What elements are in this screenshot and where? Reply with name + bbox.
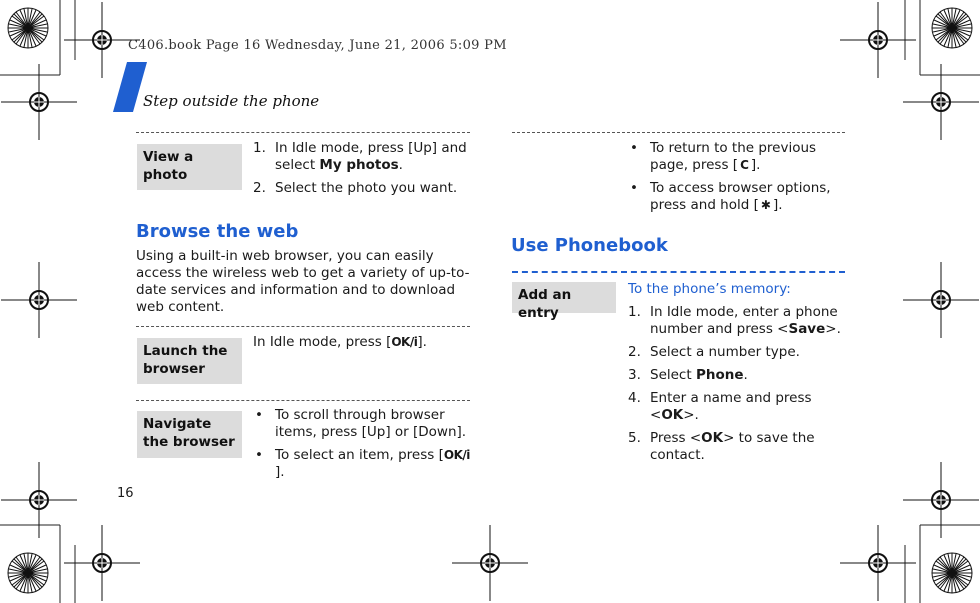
divider bbox=[136, 326, 470, 327]
divider-accent bbox=[512, 271, 845, 273]
view-photo-label: View a photo bbox=[137, 144, 242, 190]
browse-intro: Using a built-in web browser, you can easily access the wireless web to get a variety of up-to-date services and information and to download web content. bbox=[136, 248, 470, 315]
phonebook-heading: Use Phonebook bbox=[511, 235, 668, 256]
ok-key-icon: OK/i bbox=[391, 335, 418, 349]
add-entry-label: Add an entry bbox=[512, 282, 616, 313]
browse-heading: Browse the web bbox=[136, 221, 299, 242]
memory-note: To the phone’s memory: bbox=[628, 281, 791, 297]
list-item: 3. Select Phone. bbox=[628, 367, 748, 383]
add-entry-steps bbox=[628, 281, 843, 470]
list-item: • To select an item, press [OK/i]. bbox=[255, 447, 470, 480]
print-header: C406.book Page 16 Wednesday, June 21, 2006 5:09 PM bbox=[128, 38, 507, 53]
divider bbox=[512, 132, 845, 133]
browser-bullets bbox=[628, 140, 843, 220]
list-item: 1. In Idle mode, press [Up] and select My photos. bbox=[253, 140, 467, 173]
list-item: 2. Select the photo you want. bbox=[253, 180, 458, 196]
section-accent-bar bbox=[113, 62, 147, 112]
list-item: 1. In Idle mode, enter a phone number and press <Save>. bbox=[628, 304, 841, 337]
launch-text: In Idle mode, press [OK/i]. bbox=[253, 334, 427, 350]
view-photo-steps bbox=[253, 140, 473, 203]
divider bbox=[136, 132, 470, 133]
launch-label: Launch the browser bbox=[137, 338, 242, 384]
page-number: 16 bbox=[117, 486, 134, 501]
list-item: 4. Enter a name and press <OK>. bbox=[628, 390, 812, 423]
list-item: • To return to the previous page, press [ C ]. bbox=[630, 140, 817, 173]
divider bbox=[136, 400, 470, 401]
c-key-icon: C bbox=[740, 158, 749, 172]
section-title: Step outside the phone bbox=[143, 92, 320, 110]
list-item: • To access browser options, press and hold [ ✱ ]. bbox=[630, 180, 831, 213]
navigate-label: Navigate the browser bbox=[137, 411, 242, 458]
list-item: • To scroll through browser items, press [Up] or [Down]. bbox=[255, 407, 467, 440]
navigate-bullets bbox=[253, 407, 478, 487]
list-item: 5. Press <OK> to save the contact. bbox=[628, 430, 815, 463]
list-item: 2. Select a number type. bbox=[628, 344, 800, 360]
ok-key-icon: OK/i bbox=[443, 448, 470, 462]
star-key-icon: ✱ bbox=[760, 198, 771, 212]
